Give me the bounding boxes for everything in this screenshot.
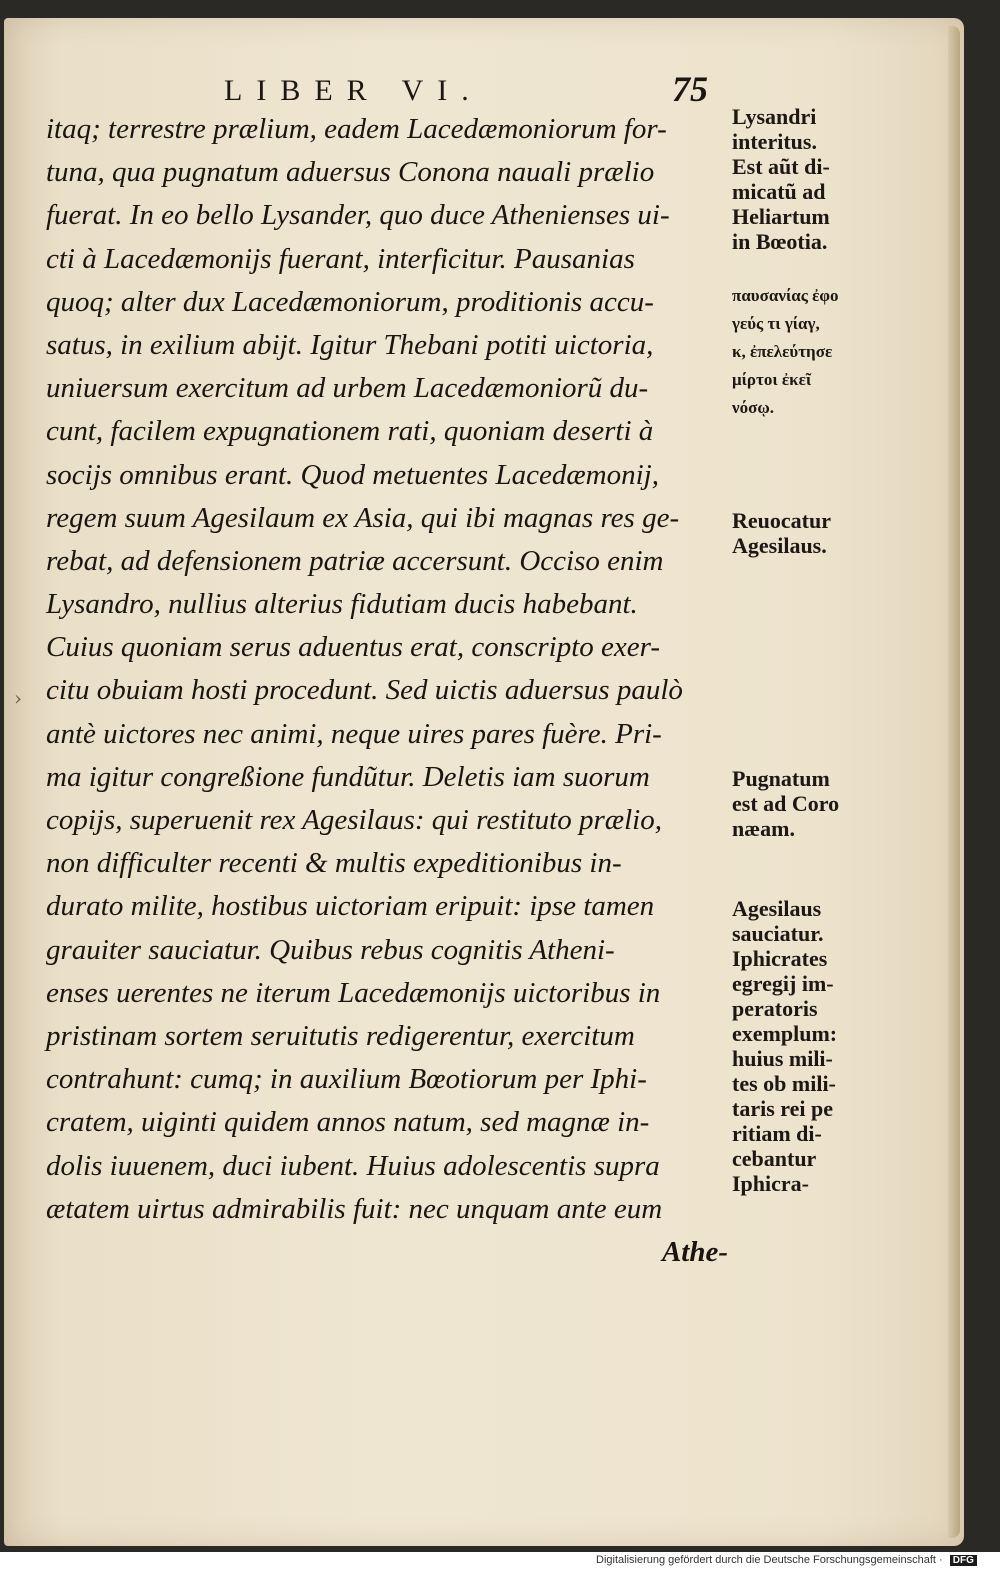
note-line: Agesilaus. <box>732 533 827 558</box>
note-line: tes ob mili- <box>732 1071 836 1096</box>
note-line: peratoris <box>732 996 818 1021</box>
note-line: Reuocatur <box>732 508 831 533</box>
marginalia <box>732 104 942 1274</box>
text-line: cunt, facilem expugnationem rati, quoniam deserti à <box>46 415 654 448</box>
note-line: ritiam di- <box>732 1121 822 1146</box>
note-line: γεύς τι γίαγ, <box>732 314 820 333</box>
note-line: in Bœotia. <box>732 229 828 254</box>
marginal-note <box>732 508 932 558</box>
note-line: μίρτοι ἐκεῖ <box>732 370 812 389</box>
note-line: cebantur <box>732 1146 817 1171</box>
text-line: pristinam sortem seruitutis redigerentur, exercitum <box>46 1019 635 1052</box>
text-line: quoq; alter dux Lacedæmoniorum, proditionis accu- <box>46 285 654 318</box>
text-line: Cuius quoniam serus aduentus erat, conscripto exer- <box>46 631 660 664</box>
note-line: est ad Coro <box>732 791 840 816</box>
marginal-note-greek <box>732 282 932 422</box>
footer-text: Digitalisierung gefördert durch die Deutsche Forschungsgemeinschaft · <box>596 1554 943 1566</box>
note-line: παυσανίας ἐφο <box>732 286 839 305</box>
note-line: κ, ἐπελεύτησε <box>732 342 833 361</box>
text-line: ma igitur congreßione fundũtur. Deletis iam suorum <box>46 760 650 793</box>
text-line: ætatem uirtus admirabilis fuit: nec unquam ante eum <box>46 1192 663 1225</box>
note-line: Est aũt di- <box>732 154 830 179</box>
text-line: itaq; terrestre prælium, eadem Lacedæmoniorum for- <box>46 113 667 145</box>
note-line: Agesilaus <box>732 896 822 921</box>
note-line: Iphicrates <box>732 946 828 971</box>
catchword: Athe- <box>661 1235 728 1268</box>
text-line: durato milite, hostibus uictoriam eripuit: ipse tamen <box>46 890 655 923</box>
marginal-note <box>732 104 932 254</box>
note-line: taris rei pe <box>732 1096 834 1121</box>
running-head: LIBER VI. <box>224 74 483 107</box>
note-line: νόσῳ. <box>732 398 775 417</box>
text-line: contrahunt: cumq; in auxilium Bœotiorum per Iphi- <box>46 1063 647 1096</box>
text-line: satus, in exilium abijt. Igitur Thebani potiti uictoria, <box>46 328 654 361</box>
body-text <box>46 108 736 1274</box>
page-edge <box>948 26 960 1538</box>
text-line: enses uerentes ne iterum Lacedæmonijs uictoribus in <box>46 976 661 1009</box>
text-line: copijs, superuenit rex Agesilaus: qui restituto prælio, <box>46 804 662 836</box>
note-line: næam. <box>732 816 795 841</box>
note-line: exemplum: <box>732 1021 838 1046</box>
text-line: Lysandro, nullius alterius fidutiam ducis habebant. <box>46 588 638 621</box>
text-line: grauiter sauciatur. Quibus rebus cognitis Atheni- <box>46 933 615 966</box>
margin-mark: › <box>14 686 22 710</box>
text-line: socijs omnibus erant. Quod metuentes Lacedæmonij, <box>46 458 659 491</box>
text-line: rebat, ad defensionem patriæ accersunt. Occiso enim <box>46 544 664 577</box>
note-line: interitus. <box>732 129 817 154</box>
note-line: Lysandri <box>732 104 817 129</box>
text-line: dolis iuuenem, duci iubent. Huius adolescentis supra <box>46 1149 660 1182</box>
note-line: sauciatur. <box>732 921 824 946</box>
text-line: antè uictores nec animi, neque uires pares fuère. Pri- <box>46 717 662 750</box>
digitization-footer <box>596 1554 996 1576</box>
text-line: cratem, uiginti quidem annos natum, sed magnæ in- <box>46 1106 650 1139</box>
note-line: Iphicra- <box>732 1171 809 1196</box>
text-line: non difficulter recenti & multis expeditionibus in- <box>46 847 622 880</box>
dfg-logo: DFG <box>950 1555 977 1566</box>
note-line: egregij im- <box>732 971 834 996</box>
page-number: 75 <box>672 69 708 109</box>
text-line: cti à Lacedæmonijs fuerant, interficitur. Pausanias <box>46 242 635 275</box>
text-line: citu obuiam hosti procedunt. Sed uictis aduersus paulò <box>46 674 683 707</box>
marginal-note <box>732 896 932 1196</box>
text-line: uniuersum exercitum ad urbem Lacedæmoniorũ du- <box>46 372 649 405</box>
note-line: Heliartum <box>732 204 830 229</box>
text-line: fuerat. In eo bello Lysander, quo duce Athenienses ui- <box>46 199 670 232</box>
note-line: Pugnatum <box>732 766 830 791</box>
note-line: huius mili- <box>732 1046 833 1071</box>
note-line: micatũ ad <box>732 179 826 204</box>
text-line: tuna, qua pugnatum aduersus Conona nauali prælio <box>46 156 655 189</box>
text-line: regem suum Agesilaum ex Asia, qui ibi magnas res ge- <box>46 501 680 534</box>
marginal-note <box>732 766 932 841</box>
